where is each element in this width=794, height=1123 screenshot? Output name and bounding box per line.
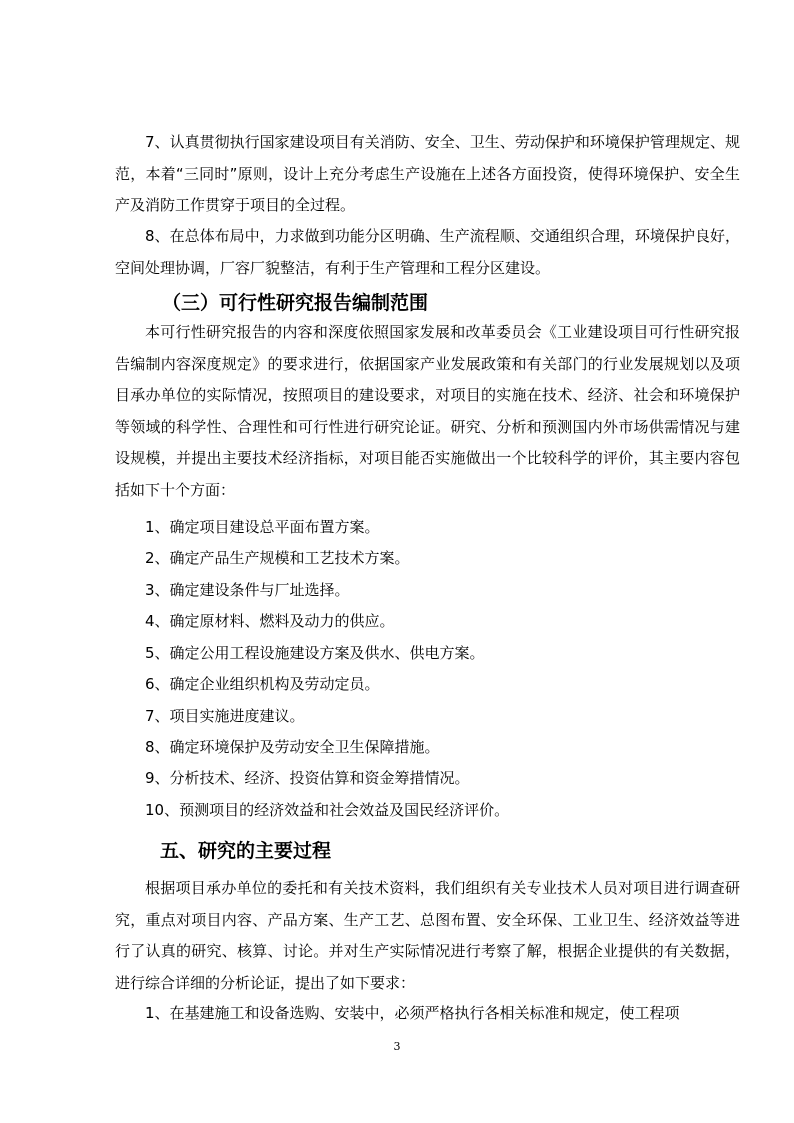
section-3-heading: （三）可行性研究报告编制范围 [162,292,429,314]
paragraph-item-7: 7、认真贯彻执行国家建设项目有关消防、安全、卫生、劳动保护和环境保护管理规定、规范，本着“三同时”原则，设计上充分考虑生产设施在上述各方面投资，使得环境保护、安全生产及消防工作贯穿于项目的全过程。 [115,133,740,214]
section-5-intro: 根据项目承办单位的委托和有关技术资料，我们组织有关专业技术人员对项目进行调查研究，重点对项目内容、产品方案、生产工艺、总图布置、安全环保、工业卫生、经济效益等进行了认真的研究、核算、讨论。并对生产实际情况进行考察了解，根据企业提供的有关数据，进行综合详细的分析论证，提出了如下要求： [115,879,740,992]
list-item: 10、预测项目的经济效益和社会效益及国民经济评价。 [145,801,510,819]
list-item: 5、确定公用工程设施建设方案及供水、供电方案。 [145,644,485,662]
section-5-heading: 五、研究的主要过程 [160,840,332,862]
list-item: 9、分析技术、经济、投资估算和资金筹措情况。 [145,769,470,787]
section-5-item-1: 1、在基建施工和设备选购、安装中，必须严格执行各相关标准和规定，使工程项 [145,1004,680,1022]
list-item: 1、确定项目建设总平面布置方案。 [145,518,380,536]
paragraph-item-8: 8、在总体布局中，力求做到功能分区明确、生产流程顺、交通组织合理，环境保护良好，空间处理协调，厂容厂貌整洁，有利于生产管理和工程分区建设。 [115,227,740,277]
list-item: 8、确定环境保护及劳动安全卫生保障措施。 [145,738,440,756]
list-item: 2、确定产品生产规模和工艺技术方案。 [145,549,410,567]
list-item: 6、确定企业组织机构及劳动定员。 [145,675,380,693]
section-3-intro: 本可行性研究报告的内容和深度依照国家发展和改革委员会《工业建设项目可行性研究报告编制内容深度规定》的要求进行，依据国家产业发展政策和有关部门的行业发展规划以及项目承办单位的实际情况，按照项目的建设要求，对项目的实施在技术、经济、社会和环境保护等领域的科学性、合理性和可行性进行研究论证。研究、分析和预测国内外市场供需情况与建设规模，并提出主要技术经济指标，对项目能否实施做出一个比较科学的评价，其主要内容包括如下十个方面： [115,323,740,499]
page-number: 3 [393,1040,401,1053]
list-item: 7、项目实施进度建议。 [145,707,305,725]
list-item: 4、确定原材料、燃料及动力的供应。 [145,612,395,630]
list-item: 3、确定建设条件与厂址选择。 [145,581,350,599]
